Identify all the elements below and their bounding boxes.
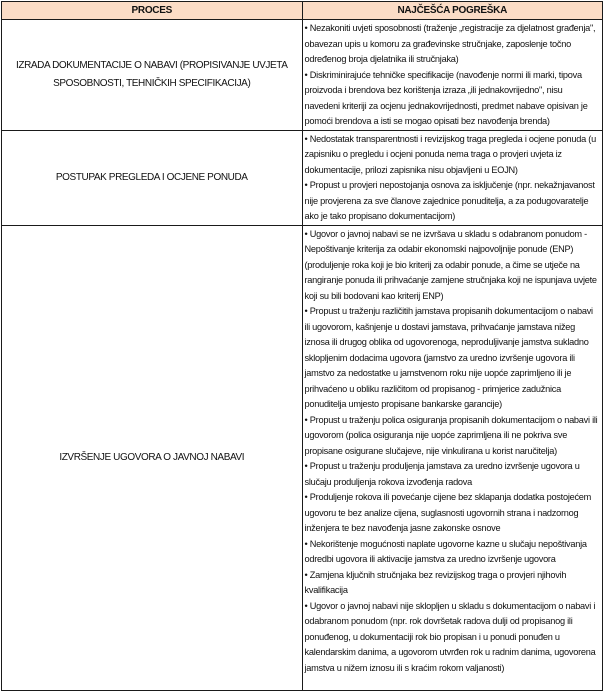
header-row — [2, 2, 603, 20]
error-item: • Zamjena ključnih stručnjaka bez revizijskog traga o provjeri njihovih kvalifikacija — [305, 568, 601, 599]
error-item: • Propust u traženju različitih jamstava propisanih dokumentacijom o nabavi ili ugovorom, kašnjenje u dostavi jamstava, prihvaćanje jamstava nižeg iznosa ili drugog oblika od ugovorenoga, neprodulјivanje jamstva sukladno sklopljenim dodacima ugovora (jamstvo za uredno izvršenje ugovora ili jamstvo za nedostatke u jamstvenom roku nije uopće zaprimljeno ili je prihvaćeno u obliku različitom od propisanog - primjerice zadužnica ponuditelja umjesto propisane bankarske garancije) — [305, 304, 601, 413]
error-item: • Propust u traženju polica osiguranja propisanih dokumentacijom o nabavi ili ugovorom (polica osiguranja nije uopće zaprimljena ili ne pokriva sve propisane osigurane slučajeve, nije vinkulirana u korist naručitelja) — [305, 413, 601, 460]
procurement-errors-table — [1, 1, 603, 691]
errors-cell — [302, 225, 603, 691]
error-item: • Nezakoniti uvjeti sposobnosti (traženje „registracije za djelatnost građenja", obavezan upis u komoru za građevinske stručnjake, zaposlenje točno određenog broja djelatnika ili stručnjaka) — [305, 21, 601, 68]
header-process: PROCES — [2, 2, 303, 20]
process-cell: IZRADA DOKUMENTACIJE O NABAVI (PROPISIVANJE UVJETA SPOSOBNOSTI, TEHNIČKIH SPECIFIKACIJA) — [2, 20, 303, 131]
error-item: • Ugovor o javnoj nabavi se ne izvršava u skladu s odabranom ponudom - Nepoštivanje kriterija za odabir ekonomski najpovoljnije ponude (ENP) (produljenje roka koji je bio kriterij za odabir ponude, a čime se utječe na rangiranje ponuda ili prihvaćanje zamjene stručnjaka koji ne ispunjava uvjete koji su bili bodovani kao kriterij ENP) — [305, 227, 601, 305]
error-item: • Nedostatak transparentnosti i revizijskog traga pregleda i ocjene ponuda (u zapisniku o pregledu i ocjeni ponuda nema traga o provjeri uvjeta iz dokumentacije, prilozi zapisnika nisu objavljeni u EOJN) — [305, 132, 601, 179]
error-item: • Ugovor o javnoj nabavi nije sklopljen u skladu s dokumentacijom o nabavi i odabranom ponudom (npr. rok dovršetak radova dulji od propisanog ili ponuđenog, u dokumentaciji rok bio propisan i u ponudi ponuđen u kalendarskim danima, a ugovorom utvrđen rok u radnim danima, ugovorena jamstva u nižem iznosu ili s kraćim rokom valjanosti) — [305, 599, 601, 677]
header-common-error: NAJČEŠĆA POGREŠKA — [302, 2, 603, 20]
table-row — [2, 130, 603, 225]
table-row — [2, 225, 603, 691]
error-item: • Propust u provjeri nepostojanja osnova za isključenje (npr. nekažnjavanost nije provjerena za sve članove zajednice ponuditelja, a za podugovaratelje ako je tako propisano dokumentacijom) — [305, 178, 601, 225]
process-cell: IZVRŠENJE UGOVORA O JAVNOJ NABAVI — [2, 225, 303, 691]
errors-cell — [302, 20, 603, 131]
error-item: • Diskriminirajuće tehničke specifikacije (navođenje normi ili marki, tipova proizvoda i brendova bez korištenja izraza „ili jednakovrijedno", nisu navedeni kriteriji za ocjenu jednakovrijednosti, predmet nabave opisivan je pomoći brendova a isti se mogao opisati bez navođenja brenda) — [305, 68, 601, 130]
error-item: • Produljenje rokova ili povećanje cijene bez sklapanja dodatka postojećem ugovoru te bez analize cijena, suglasnosti ugovornih strana i nadzornog inženjera te bez navođenja jasne zakonske osnove — [305, 490, 601, 537]
error-item: • Propust u traženju produljenja jamstava za uredno izvršenje ugovora u slučaju produljenja rokova izvođenja radova — [305, 459, 601, 490]
error-item: • Nekorištenje mogućnosti naplate ugovorne kazne u slučaju nepoštivanja odredbi ugovora ili aktivacije jamstva za uredno izvršenje ugovora — [305, 537, 601, 568]
process-cell: POSTUPAK PREGLEDA I OCJENE PONUDA — [2, 130, 303, 225]
errors-cell — [302, 130, 603, 225]
table-row — [2, 20, 603, 131]
